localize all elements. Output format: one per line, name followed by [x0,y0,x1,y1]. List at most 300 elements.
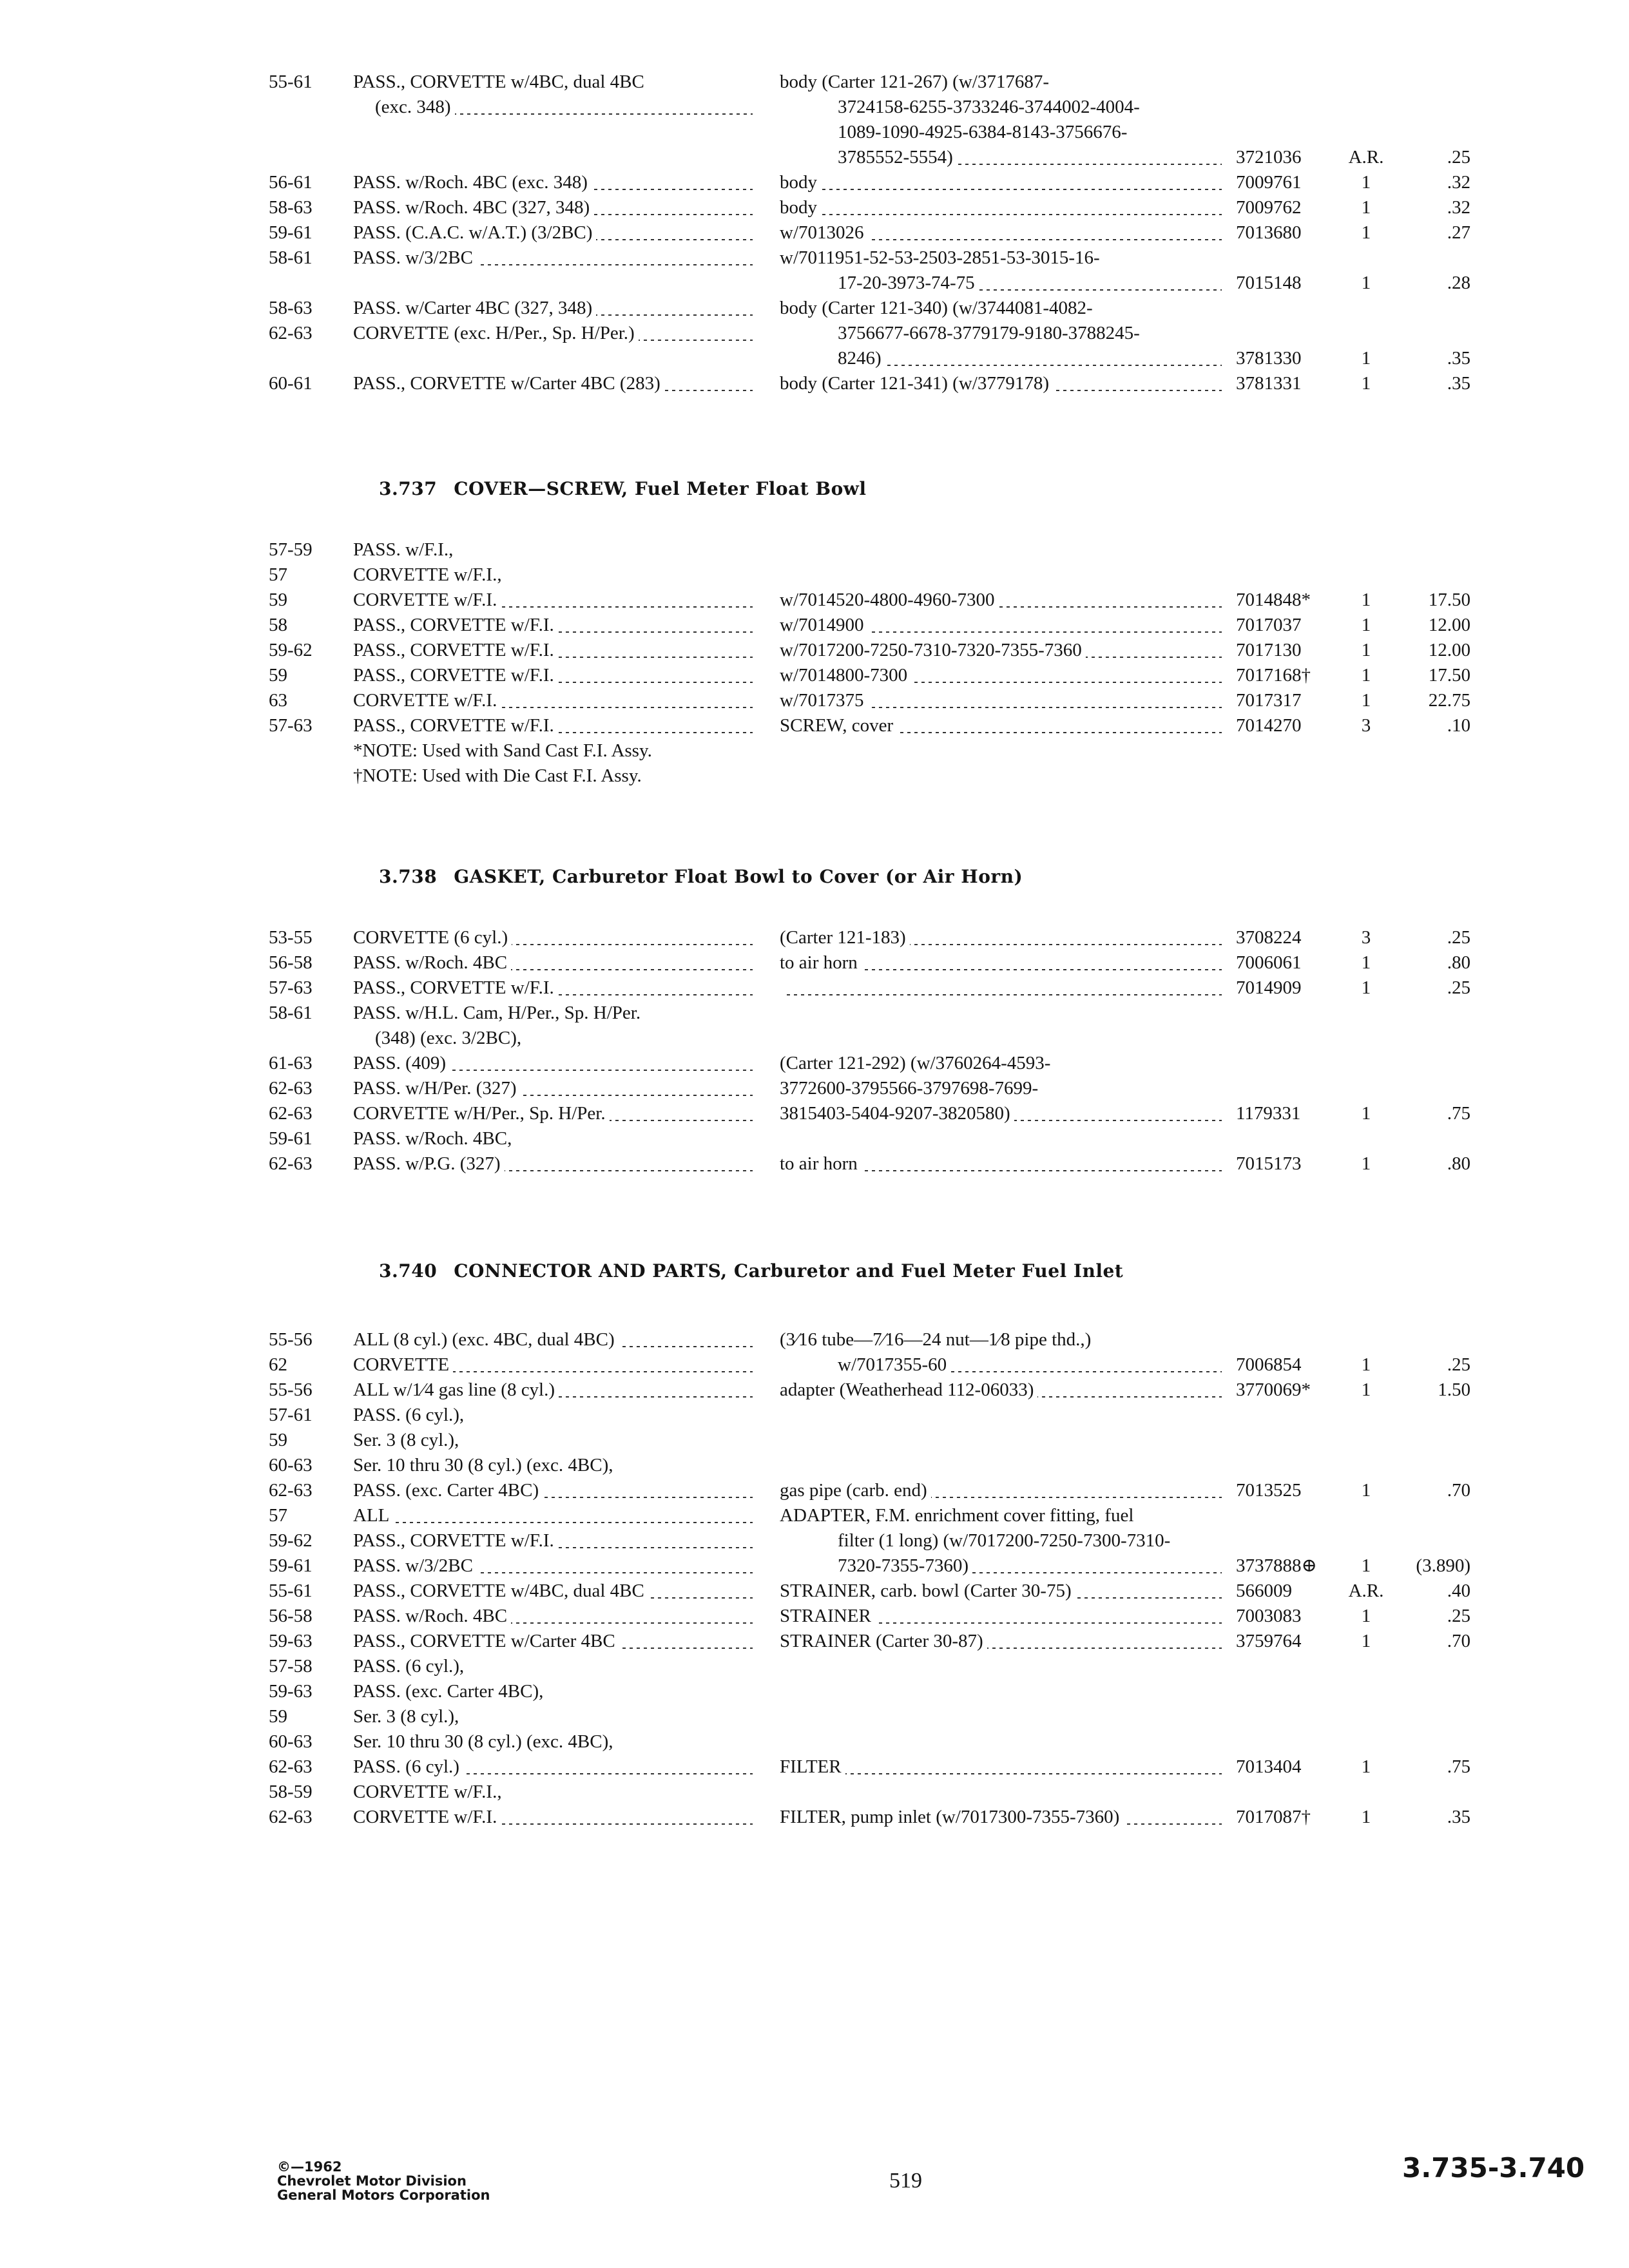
parts-row [0,713,1629,738]
part-number: 7015173 [1236,1153,1302,1174]
application-description-text: PASS. w/P.G. (327) [353,1153,505,1174]
model-years: 61-63 [269,1053,313,1073]
model-years: 62-63 [269,1756,313,1777]
part-description-text: w/7017375 [780,690,868,711]
quantity: 1 [1361,1153,1371,1174]
application-description [353,170,753,195]
parts-row [0,1428,1629,1453]
part-description [780,613,1222,638]
parts-row [0,537,1629,562]
part-description: filter (1 long) (w/7017200-7250-7300-7310- [838,1530,1171,1551]
parts-row [0,1780,1629,1805]
list-price: .80 [1447,952,1470,973]
application-description [353,1805,753,1830]
application-description [353,688,753,713]
section-title: GASKET, Carburetor Float Bowl to Cover (or Air Horn) [454,866,1023,887]
parts-row [0,1629,1629,1654]
part-description: (3⁄16 tube—7⁄16—24 nut—1⁄8 pipe thd.,) [780,1329,1092,1350]
part-description [780,1805,1222,1830]
list-price: .40 [1447,1581,1470,1601]
list-price: .80 [1447,1153,1470,1174]
application-description: CORVETTE w/F.I., [353,564,502,585]
application-description: Ser. 3 (8 cyl.), [353,1706,459,1727]
parts-row [0,1101,1629,1126]
model-years: 59 [269,1706,287,1727]
part-description [780,170,1222,195]
application-description [353,925,753,950]
part-description-text: STRAINER [780,1606,875,1626]
part-number: 7014848* [1236,590,1311,610]
application-description: †NOTE: Used with Die Cast F.I. Assy. [353,765,642,786]
parts-row [0,1704,1629,1729]
part-description-text: w/7017355-60 [838,1354,950,1375]
application-description-text: PASS., CORVETTE w/F.I. [353,1530,558,1551]
part-description: body (Carter 121-340) (w/3744081-4082- [780,298,1093,318]
quantity: 1 [1361,1555,1371,1576]
part-description-text: to air horn [780,952,862,973]
corporation-name: General Motors Corporation [277,2187,490,2203]
application-description [353,588,753,613]
part-number: 7009762 [1236,197,1302,218]
application-description [353,1528,753,1553]
model-years: 62-63 [269,1153,313,1174]
parts-row [0,1352,1629,1378]
list-price: .25 [1447,1354,1470,1375]
model-years: 57-58 [269,1656,313,1677]
model-years: 55-61 [269,72,313,92]
model-years: 56-58 [269,1606,313,1626]
part-description-text: 3815403-5404-9207-3820580) [780,1103,1014,1124]
application-description [353,321,753,346]
application-description: Ser. 10 thru 30 (8 cyl.) (exc. 4BC), [353,1455,613,1475]
section-number: 3.738 [379,866,438,887]
parts-row [0,1553,1629,1579]
part-number: 7017130 [1236,640,1302,660]
part-number: 7017317 [1236,690,1302,711]
part-description [780,1151,1222,1177]
list-price: .70 [1447,1480,1470,1501]
application-description [353,1629,753,1654]
model-years: 59 [269,1430,287,1450]
quantity: 1 [1361,952,1371,973]
part-description [780,588,1222,613]
parts-row [0,1478,1629,1503]
application-description-text: PASS., CORVETTE w/Carter 4BC (283) [353,373,664,394]
model-years: 60-63 [269,1455,313,1475]
parts-row [0,1805,1629,1830]
application-description-text: PASS. w/Roch. 4BC (327, 348) [353,197,593,218]
quantity: 1 [1361,1480,1371,1501]
parts-row [0,1026,1629,1051]
parts-row [0,562,1629,588]
quantity: 1 [1361,1631,1371,1651]
parts-row [0,145,1629,170]
list-price: .35 [1447,348,1470,369]
part-description-text: w/7013026 [780,222,868,243]
part-number: 7015148 [1236,273,1302,293]
application-description-text: PASS. w/3/2BC [353,247,477,268]
model-years: 55-61 [269,1581,313,1601]
list-price: .25 [1447,927,1470,948]
parts-row [0,663,1629,688]
part-description-text: FILTER, pump inlet (w/7017300-7355-7360) [780,1807,1123,1827]
list-price: 1.50 [1438,1379,1470,1400]
part-description-text: (Carter 121-183) [780,927,910,948]
part-description-text: body [780,197,821,218]
part-description: 3756677-6678-3779179-9180-3788245- [838,323,1140,343]
application-description-text: ALL w/1⁄4 gas line (8 cyl.) [353,1379,559,1400]
part-description-text: STRAINER (Carter 30-87) [780,1631,987,1651]
quantity: 1 [1361,665,1371,686]
application-description-text: PASS. w/Roch. 4BC [353,952,511,973]
part-description [780,1378,1222,1403]
parts-row [0,296,1629,321]
model-years: 58 [269,615,287,635]
application-description-text: PASS., CORVETTE w/F.I. [353,640,558,660]
part-description-text: FILTER [780,1756,845,1777]
copyright-year: ©—1962 [277,2159,342,2175]
part-number: 7013680 [1236,222,1302,243]
application-description: PASS. (6 cyl.), [353,1656,465,1677]
application-description-text: PASS. (6 cyl.) [353,1756,463,1777]
model-years: 59 [269,665,287,686]
parts-row [0,1378,1629,1403]
list-price: 17.50 [1428,590,1470,610]
application-description: PASS., CORVETTE w/4BC, dual 4BC [353,72,644,92]
division-name: Chevrolet Motor Division [277,2173,467,2189]
application-description-text: CORVETTE [353,1354,453,1375]
model-years: 55-56 [269,1379,313,1400]
list-price: .27 [1447,222,1470,243]
list-price: .75 [1447,1103,1470,1124]
application-description-text: PASS. w/Roch. 4BC (exc. 348) [353,172,592,193]
part-description: 3772600-3795566-3797698-7699- [780,1078,1039,1099]
model-years: 60-63 [269,1731,313,1752]
part-description: 1089-1090-4925-6384-8143-3756676- [838,122,1128,142]
part-description [780,1754,1222,1780]
part-description [780,195,1222,220]
application-description-text: PASS., CORVETTE w/F.I. [353,615,558,635]
part-number: 7006854 [1236,1354,1302,1375]
part-description [838,145,1222,170]
application-description [353,1076,753,1101]
model-years: 62-63 [269,1078,313,1099]
list-price: 12.00 [1428,615,1470,635]
model-years: 62-63 [269,1480,313,1501]
parts-row [0,1001,1629,1026]
quantity: 1 [1361,1807,1371,1827]
parts-row [0,1051,1629,1076]
quantity: 1 [1361,977,1371,998]
list-price: .25 [1447,1606,1470,1626]
part-description-text: 8246) [838,348,885,369]
parts-row [0,1327,1629,1352]
part-description [780,1478,1222,1503]
list-price: .25 [1447,977,1470,998]
parts-row [0,1679,1629,1704]
part-description [780,1101,1222,1126]
section-number: 3.737 [379,478,438,499]
application-description [353,1478,753,1503]
application-description-text: PASS., CORVETTE w/F.I. [353,715,558,736]
part-description-text: body [780,172,821,193]
list-price: 22.75 [1428,690,1470,711]
part-description [838,1352,1222,1378]
part-number: 7013404 [1236,1756,1302,1777]
model-years: 59 [269,590,287,610]
part-description-text: 7320-7355-7360) [838,1555,972,1576]
part-description [838,346,1222,371]
part-number: 7017087† [1236,1807,1311,1827]
application-description [353,1327,753,1352]
quantity: 3 [1361,927,1371,948]
part-number: 3708224 [1236,927,1302,948]
part-number: 3770069* [1236,1379,1311,1400]
model-years: 57-63 [269,977,313,998]
quantity: 1 [1361,197,1371,218]
part-number: 566009 [1236,1581,1292,1601]
part-description-text: 3785552-5554) [838,147,957,168]
model-years: 53-55 [269,927,313,948]
application-description-text: PASS. w/Roch. 4BC [353,1606,511,1626]
parts-row [0,271,1629,296]
quantity: 1 [1361,640,1371,660]
quantity: A.R. [1348,1581,1384,1601]
list-price: .32 [1447,197,1470,218]
model-years: 55-56 [269,1329,313,1350]
part-description-text: STRAINER, carb. bowl (Carter 30-75) [780,1581,1075,1601]
part-number: 7006061 [1236,952,1302,973]
parts-row [0,1579,1629,1604]
part-description-text: w/7014520-4800-4960-7300 [780,590,998,610]
quantity: 1 [1361,1379,1371,1400]
parts-row [0,1503,1629,1528]
part-description-text: 17-20-3973-74-75 [838,273,979,293]
model-years: 59-61 [269,1128,313,1149]
application-description: PASS. (exc. Carter 4BC), [353,1681,544,1702]
parts-row [0,1729,1629,1754]
application-description-text: CORVETTE (exc. H/Per., Sp. H/Per.) [353,323,639,343]
parts-row [0,346,1629,371]
application-description-text: PASS., CORVETTE w/4BC, dual 4BC [353,1581,648,1601]
parts-row [0,95,1629,120]
part-description [780,220,1222,245]
model-years: 59-63 [269,1681,313,1702]
part-description: (Carter 121-292) (w/3760264-4593- [780,1053,1051,1073]
application-description-text: PASS. (exc. Carter 4BC) [353,1480,543,1501]
list-price: .70 [1447,1631,1470,1651]
application-description: PASS. w/H.L. Cam, H/Per., Sp. H/Per. [353,1003,641,1023]
parts-row [0,170,1629,195]
application-description [353,663,753,688]
application-description-text: CORVETTE w/H/Per., Sp. H/Per. [353,1103,610,1124]
application-description: PASS. w/F.I., [353,539,454,560]
parts-row [0,195,1629,220]
model-years: 58-63 [269,298,313,318]
parts-row [0,1654,1629,1679]
parts-row [0,70,1629,95]
parts-row [0,220,1629,245]
application-description [353,950,753,975]
parts-row [0,738,1629,764]
application-description: CORVETTE w/F.I., [353,1782,502,1802]
section-index-range: 3.735-3.740 [1402,2152,1585,2184]
part-number: 7013525 [1236,1480,1302,1501]
model-years: 56-61 [269,172,313,193]
application-description-text: CORVETTE (6 cyl.) [353,927,512,948]
list-price: .35 [1447,1807,1470,1827]
parts-row [0,638,1629,663]
part-description [780,1629,1222,1654]
model-years: 59-62 [269,640,313,660]
parts-row [0,588,1629,613]
application-description-text: ALL [353,1505,393,1526]
copyright-block [277,2160,490,2202]
parts-row [0,1604,1629,1629]
parts-row [0,245,1629,271]
model-years: 57 [269,564,287,585]
application-description [353,1378,753,1403]
part-description [780,1579,1222,1604]
application-description [353,1579,753,1604]
quantity: A.R. [1348,147,1384,168]
part-description: 3724158-6255-3733246-3744002-4004- [838,97,1140,117]
application-description [353,1101,753,1126]
parts-row [0,1754,1629,1780]
part-description: body (Carter 121-267) (w/3717687- [780,72,1049,92]
list-price: (3.890) [1416,1555,1470,1576]
quantity: 1 [1361,348,1371,369]
part-number: 7017037 [1236,615,1302,635]
application-description [353,638,753,663]
application-description [353,296,753,321]
application-description [353,195,753,220]
application-description [353,1151,753,1177]
part-description-text: to air horn [780,1153,862,1174]
application-description [353,1352,753,1378]
section-heading [379,478,867,499]
section-number: 3.740 [379,1260,438,1282]
list-price: .25 [1447,147,1470,168]
part-description [780,638,1222,663]
application-description: (348) (exc. 3/2BC), [375,1028,522,1048]
model-years: 57-59 [269,539,313,560]
model-years: 59-62 [269,1530,313,1551]
part-number: 1179331 [1236,1103,1301,1124]
section-title: CONNECTOR AND PARTS, Carburetor and Fuel Meter Fuel Inlet [454,1260,1124,1282]
application-description-text: PASS., CORVETTE w/F.I. [353,665,558,686]
part-description-text: w/7014900 [780,615,868,635]
parts-row [0,613,1629,638]
part-number: 7003083 [1236,1606,1302,1626]
model-years: 57-61 [269,1405,313,1425]
quantity: 1 [1361,1606,1371,1626]
application-description [353,975,753,1001]
section-heading [379,1260,1123,1282]
model-years: 62-63 [269,1103,313,1124]
quantity: 1 [1361,172,1371,193]
part-number: 7017168† [1236,665,1311,686]
list-price: .28 [1447,273,1470,293]
application-description [353,613,753,638]
model-years: 62-63 [269,1807,313,1827]
list-price: 12.00 [1428,640,1470,660]
part-description [780,688,1222,713]
parts-row [0,764,1629,789]
model-years: 63 [269,690,287,711]
part-number: 7014270 [1236,715,1302,736]
part-description: w/7011951-52-53-2503-2851-53-3015-16- [780,247,1100,268]
quantity: 1 [1361,1354,1371,1375]
application-description [353,371,753,396]
application-description-text: PASS., CORVETTE w/Carter 4BC [353,1631,619,1651]
parts-row [0,925,1629,950]
parts-row [0,1076,1629,1101]
part-description [780,713,1222,738]
application-description: *NOTE: Used with Sand Cast F.I. Assy. [353,740,652,761]
list-price: .32 [1447,172,1470,193]
part-description: ADAPTER, F.M. enrichment cover fitting, fuel [780,1505,1134,1526]
application-description-text: PASS. w/Carter 4BC (327, 348) [353,298,596,318]
part-number: 7014909 [1236,977,1302,998]
page-number: 519 [889,2169,922,2193]
model-years: 59-63 [269,1631,313,1651]
model-years: 56-58 [269,952,313,973]
parts-row [0,120,1629,145]
parts-row [0,975,1629,1001]
parts-row [0,1528,1629,1553]
model-years: 59-61 [269,222,313,243]
part-description [780,371,1222,396]
part-description-text: SCREW, cover [780,715,897,736]
part-description-text: gas pipe (carb. end) [780,1480,931,1501]
part-number: 7009761 [1236,172,1302,193]
quantity: 1 [1361,690,1371,711]
model-years: 58-59 [269,1782,313,1802]
quantity: 1 [1361,1103,1371,1124]
part-description-text [780,977,784,998]
parts-row [0,321,1629,346]
model-years: 57-63 [269,715,313,736]
part-description [780,663,1222,688]
application-description: Ser. 10 thru 30 (8 cyl.) (exc. 4BC), [353,1731,613,1752]
parts-row [0,950,1629,975]
part-description [780,975,1222,1001]
parts-row [0,1151,1629,1177]
section-title: COVER—SCREW, Fuel Meter Float Bowl [454,478,867,499]
application-description-text: CORVETTE w/F.I. [353,690,501,711]
quantity: 3 [1361,715,1371,736]
application-description-text: (exc. 348) [375,97,455,117]
parts-row [0,1453,1629,1478]
list-price: .10 [1447,715,1470,736]
part-description-text: w/7017200-7250-7310-7320-7355-7360 [780,640,1086,660]
parts-row [0,371,1629,396]
parts-row [0,688,1629,713]
application-description [353,713,753,738]
part-description [838,1553,1222,1579]
part-number: 3759764 [1236,1631,1302,1651]
application-description [353,220,753,245]
application-description [375,95,753,120]
application-description-text: PASS. w/H/Per. (327) [353,1078,521,1099]
application-description [353,245,753,271]
quantity: 1 [1361,373,1371,394]
part-number: 3781331 [1236,373,1302,394]
parts-row [0,1126,1629,1151]
list-price: 17.50 [1428,665,1470,686]
part-description-text: body (Carter 121-341) (w/3779178) [780,373,1053,394]
